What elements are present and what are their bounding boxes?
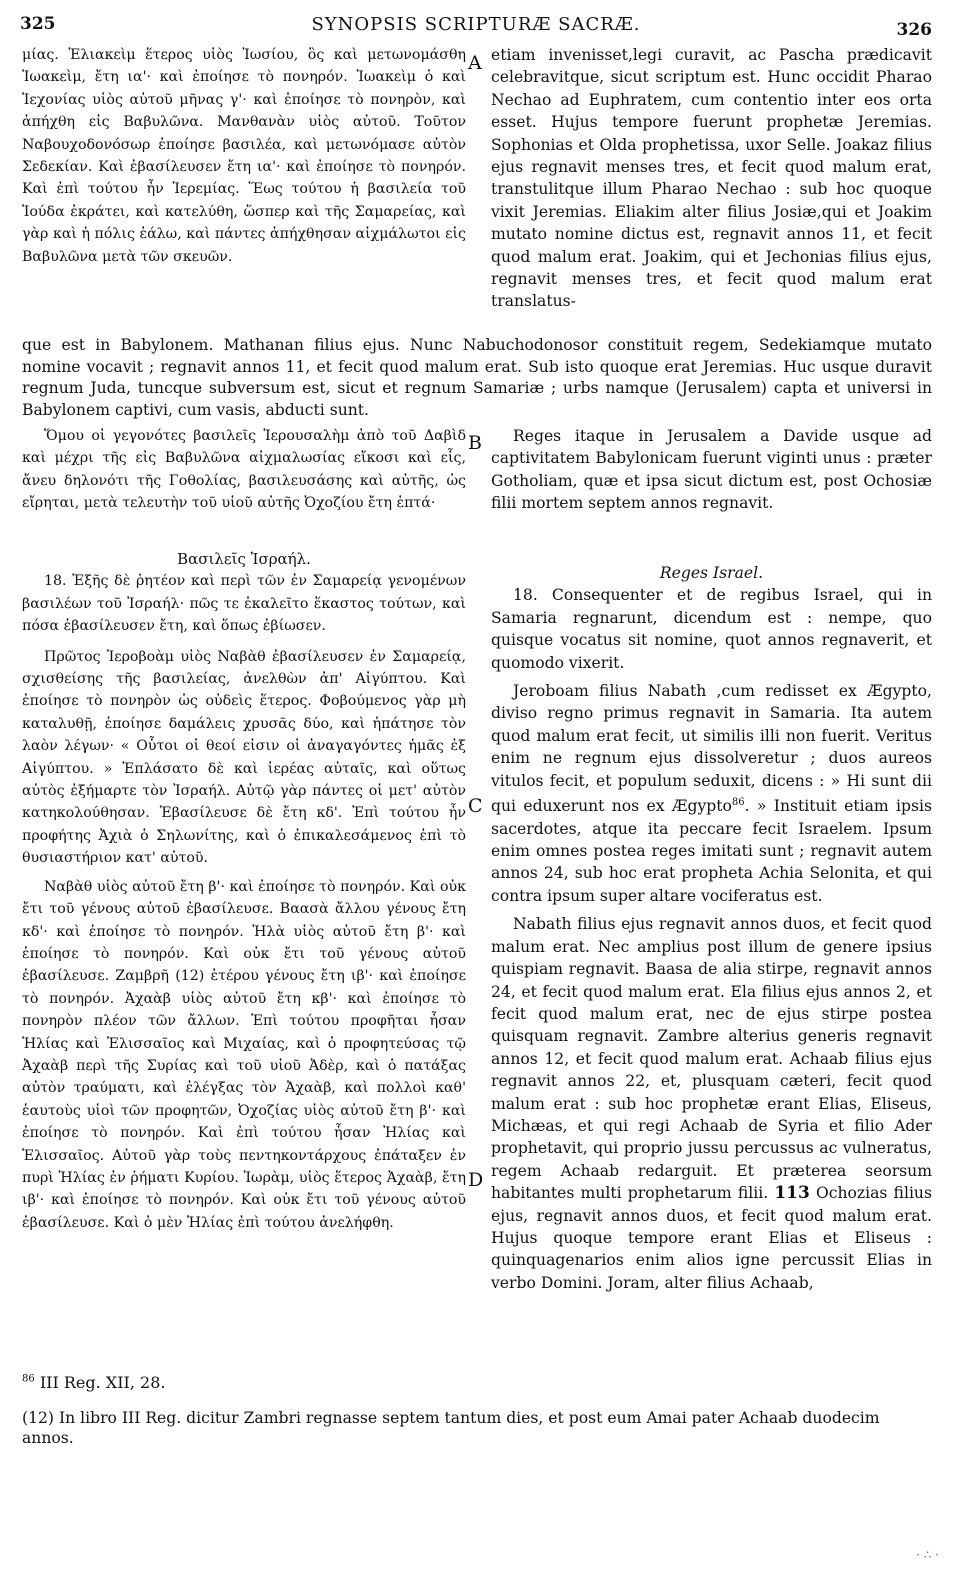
latin-paragraph-nabath	[491, 913, 932, 1294]
latin-full-width-a	[22, 335, 932, 421]
latin-jeroboam-text-2: . » Instituit etiam ipsis sacerdotes, atque ita peccare fecit Israelem. Ipsum enim omnes postea reges imitati sunt ; regnavit autem annos 24, sub hoc erat propheta Achia Selonita, et qui contra ipsum super altare vociferatus est.	[491, 797, 932, 905]
page-number-right: 326	[896, 20, 932, 40]
greek-column-b	[22, 425, 466, 515]
page-number-left: 325	[20, 14, 56, 34]
latin-column-a	[491, 44, 932, 313]
margin-letter-b: B	[468, 432, 482, 454]
greek-paragraph-a: μίας. Ἐλιακεὶμ ἕτερος υἱὸς Ἰωσίου, ὃς καὶ μετωνομάσθη Ἰωακεὶμ, ἔτη ια'· καὶ ἐποίησε τὸ πονηρόν. Ἰωακεὶμ ὁ καὶ Ἰεχονίας υἱὸς αὐτοῦ μῆνας γ'· καὶ ἐποίησε τὸ πονηρὸν, καὶ ἀπήχθη εἰς Βαβυλῶνα. Μανθανὰν υἱὸς αὐτοῦ. Τοῦτον Ναβουχοδονόσωρ ἐποίησε βασιλέα, καὶ μετωνόμασε αὐτὸν Σεδεκίαν. Καὶ ἐβασίλευσεν ἔτη ια'· καὶ ἐποίησε τὸ πονηρόν. Καὶ ἐπὶ τούτου ἦν Ἱερεμίας. Ἕως τούτου ἡ βασιλεία τοῦ Ἰούδα ἐκράτει, καὶ κατελύθη, ὥσπερ καὶ τῆς Σαμαρείας, καὶ γὰρ καὶ ἡ πόλις ἑάλω, καὶ πάντες ἀπήχθησαν αἰχμάλωτοι εἰς Βαβυλῶνα μετὰ τῶν σκευῶν.	[22, 47, 466, 265]
latin-jeroboam-text-1: Jeroboam filius Nabath ,cum redisset ex Ægypto, diviso regno primus regnavit in Samaria. Ita autem quod malum erat fecit, ut similis illi non fuerit. Veritus enim ne regnum ejus dissolveretur ; duos aureos vitulos fecit, et populum seduxit, dicens : » Hi sunt dii qui eduxerunt nos ex Ægypto	[491, 682, 932, 816]
greek-section-heading: Βασιλεῖς Ἰσραήλ.	[177, 550, 311, 568]
greek-paragraph-jeroboam: Πρῶτος Ἱεροβοὰμ υἱὸς Ναβὰθ ἐβασίλευσεν ἐν Σαμαρείᾳ, σχισθείσης τῆς βασιλείας, ἀνελθὼν ἀπ' Αἰγύπτου. Καὶ ἐποίησε τὸ πονηρὸν ὡς οὐδεὶς ἕτερος. Φοβούμενος γὰρ μὴ καταλυθῇ, ἐποίησε δαμάλεις χρυσᾶς δύο, καὶ ἠπάτησε τὸν λαὸν λέγων· « Οὗτοι οἱ θεοί εἰσιν οἱ ἀναγαγόντες ἡμᾶς ἐξ Αἰγύπτου. » Ἐπλάσατο δὲ καὶ ἱερέας αὐταῖς, καὶ οὕτως αὐτὸς ἐξήμαρτε τὸν Ἰσραήλ. Αὐτῷ γὰρ πάντες οἱ μετ' αὐτὸν κατηκολούθησαν. Ἐβασίλευσε δὲ ἔτη κδ'. Ἐπὶ τούτου ἦν προφήτης Ἀχιὰ ὁ Σηλωνίτης, καὶ ὁ ἐπικαλεσάμενος ἐπὶ τὸ θυσιαστήριον κατ' αὐτοῦ.	[22, 648, 466, 867]
greek-paragraph-nabath: Ναβὰθ υἱὸς αὐτοῦ ἔτη β'· καὶ ἐποίησε τὸ πονηρόν. Καὶ οὐκ ἔτι τοῦ γένους αὐτοῦ ἐβασίλευσε. Βαασὰ ἄλλου γένους ἔτη κδ'· καὶ ἐποίησε τὸ πονηρόν. Ἠλὰ υἱὸς αὐτοῦ ἔτη β'· καὶ ἐποίησε τὸ πονηρόν. Καὶ οὐκ ἔτι τοῦ γένους αὐτοῦ ἐβασίλευσε. Ζαμβρῆ (12) ἑτέρου γένους ἔτη ιβ'· καὶ ἐποίησε τὸ πονηρόν. Ἀχαὰβ υἱὸς αὐτοῦ ἔτη κβ'· καὶ ἐποίησε τὸ πονηρὸν πλέον τῶν ἄλλων. Ἐπὶ τούτου προφῆται ἦσαν Ἠλίας καὶ Ἐλισσαῖος καὶ Μιχαίας, καὶ ὁ προφητεύσας τῷ Ἀχαὰβ περὶ τῆς Συρίας καὶ τοῦ υἱοῦ Ἀδὲρ, καὶ ὁ πατάξας αὐτὸν τραύματι, καὶ ἐλέγξας τὸν Ἀχαὰβ, καὶ πολλοὶ καθ' ἑαυτοὺς υἱοὶ τῶν προφητῶν, Ὀχοζίας υἱὸς αὐτοῦ ἔτη β'· καὶ ἐποίησε τὸ πονηρόν. Καὶ ἐπὶ τούτου ἦσαν Ἠλίας καὶ Ἐλισσαῖος. Αὐτοῦ γὰρ τοὺς πεντηκοντάρχους ἐπάταξεν ἐν πυρὶ Ἠλίας ἐν ῥήματι Κυρίου. Ἰωρὰμ, υἱὸς ἕτερος Ἀχαὰβ, ἔτη ιβ'· καὶ ἐποίησε τὸ πονηρόν. Καὶ οὐκ ἔτι τοῦ γένους αὐτοῦ ἐβασίλευσε. Καὶ ὁ μὲν Ἠλίας ἐπὶ τούτου ἀνελήφθη.	[22, 878, 466, 1231]
greek-paragraph-18: 18. Ἑξῆς δὲ ῥητέον καὶ περὶ τῶν ἐν Σαμαρείᾳ γενομένων βασιλέων τοῦ Ἰσραήλ· πῶς τε ἐκαλεῖτο ἕκαστος τούτων, καὶ πόσα ἐβασίλευσεν ἔτη, καὶ ὅπως ἐβίωσεν.	[22, 573, 466, 635]
latin-column-israel	[491, 562, 932, 1294]
greek-paragraph-b: Ὅμου οἱ γεγονότες βασιλεῖς Ἱερουσαλὴμ ἀπὸ τοῦ Δαβὶδ καὶ μέχρι τῆς εἰς Βαβυλῶνα αἰχμαλωσίας εἴκοσι καὶ εἷς, ἄνευ δηλονότι τῆς Γοθολίας, βασιλευσάσης καὶ αὐτῆς, ὡς εἴρηται, μετὰ τελευτὴν τοῦ υἱοῦ αὐτῆς Ὀχοζίου ἔτη ἑπτά·	[22, 428, 466, 512]
greek-column-a	[22, 44, 466, 268]
latin-nabath-text-2: Ochozias filius ejus, regnavit annos duos, et fecit quod malum erat. Hujus quoque tempore erant Elias et Eliseus : quinquagenarios enim alios igne percussit Elias in verbo Domini. Joram, alter filius Achaab,	[491, 1184, 932, 1292]
latin-paragraph-jeroboam	[491, 680, 932, 907]
footnote-mark: 86	[22, 1373, 35, 1385]
latin-full-paragraph: que est in Babylonem. Mathanan filius ejus. Nunc Nabuchodonosor constituit regem, Sedekiamque mutato nomine vocavit ; regnavit annos 11, et fecit quod malum erat. Sub isto quoque erat Jeremias. Huc usque duravit regnum Juda, tuncque subversum est, sicut et regnum Samariæ ; urbs namque (Jerusalem) capta et universi in Babylonem captivi, cum vasis, abducti sunt.	[22, 336, 932, 419]
footnote	[22, 1373, 165, 1392]
margin-letter-d: D	[468, 1169, 484, 1191]
latin-paragraph-18: 18. Consequenter et de regibus Israel, qui in Samaria regnarunt, dicendum est : nempe, quo quisque vocatus sit nomine, quot annos regnaverit, et quomodo vixerit.	[491, 586, 932, 672]
margin-letter-a: A	[468, 52, 482, 74]
footnote-reference: 86	[731, 797, 745, 809]
page-header	[20, 14, 932, 40]
greek-column-israel	[22, 548, 466, 1234]
running-title: SYNOPSIS SCRIPTURÆ SACRÆ.	[311, 14, 641, 35]
original-page-number: 113	[774, 1183, 810, 1204]
latin-column-b	[491, 425, 932, 515]
latin-paragraph-a: etiam invenisset,legi curavit, ac Pascha prædicavit celebravitque, sicut scriptum est. Hunc occidit Pharao Nechao ad Euphratem, cum contentio inter eos orta esset. Hujus tempore fuerunt prophetæ Jeremias. Sophonias et Olda prophetissa, uxor Selle. Joakaz filius ejus regnavit menses tres, et fecit quod malum erat, transtulitque illum Pharao Nechao : sub hoc quoque vixit Jeremias. Eliakim alter filius Josiæ,qui et Joakim mutato nomine dictus est, regnavit annos 11, et fecit quod malum erat. Joakim, qui et Jechonias filius ejus, regnavit menses tres, et fecit quod malum erat translatus-	[491, 46, 932, 311]
latin-section-heading: Reges Israel.	[659, 564, 764, 582]
latin-nabath-text-1: Nabath filius ejus regnavit annos duos, et fecit quod malum erat. Nec amplius post illum de genere ipsius quispiam regnavit. Baasa de alia stirpe, regnavit annos 24, et fecit quod malum erat. Ela filius ejus annos 2, et fecit quod malum erat, nec de ejus stirpe postea quisquam regnavit. Zambre alterius generis regnavit annos 12, et fecit quod malum erat. Achaab filius ejus regnavit annos 22, et, plusquam cæteri, fecit quod malum erat : sub hoc prophetæ erant Elias, Eliseus, Michæas, et qui regi Achaab de Syria et filio Ader prophetavit, qui proprio jussu percussus ac vulneratus, regem Achaab redarguit. Et præterea seorsum habitantes multi prophetarum filii.	[491, 915, 932, 1203]
editor-note: (12) In libro III Reg. dicitur Zambri regnasse septem tantum dies, et post eum Amai pater Achaab duodecim annos.	[22, 1409, 880, 1447]
margin-letter-c: C	[468, 795, 483, 817]
footnote-text: III Reg. XII, 28.	[39, 1373, 166, 1392]
latin-paragraph-b: Reges itaque in Jerusalem a Davide usque ad captivitatem Babylonicam fuerunt viginti unus : præter Gotholiam, quæ et ipsa sicut dictum est, post Ochosiæ filii mortem septem annos regnavit.	[491, 427, 932, 513]
scan-specks: · ∴ ·	[916, 1548, 939, 1562]
